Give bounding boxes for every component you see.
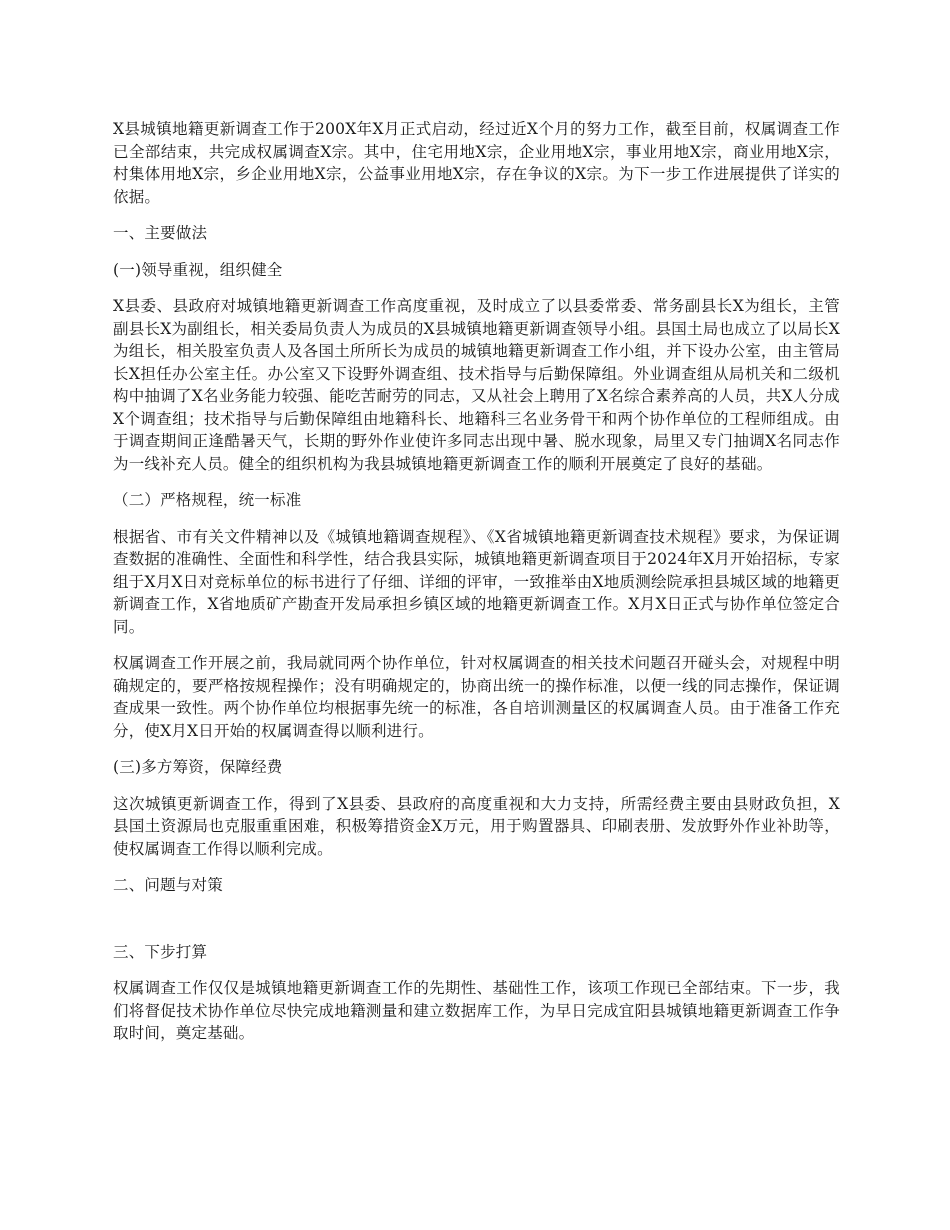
section-3-heading: 三、下步打算 <box>113 942 208 961</box>
subsection-2-paragraph-1: 根据省、市有关文件精神以及《城镇地籍调查规程》、《X省城镇地籍更新调查技术规程》要求，为保证调查数据的准确性、全面性和科学性，结合我县实际，城镇地籍更新调查项目于2024年X月开始招标，专家组于X月X日对竞标单位的标书进行了仔细、详细的评审，一致推举由X地质测绘院承担县城区域的地籍更新调查工作，X省地质矿产勘查开发局承担乡镇区域的地籍更新调查工作。X月X日正式与协作单位签定合同。 <box>113 527 840 636</box>
section-1-heading: 一、主要做法 <box>113 224 208 242</box>
section-3-paragraph: 权属调查工作仅仅是城镇地籍更新调查工作的先期性、基础性工作，该项工作现已全部结束。下一步，我们将督促技术协作单位尽快完成地籍测量和建立数据库工作，为早日完成宜阳县城镇地籍更新调查工作争取时间，奠定基础。 <box>113 979 840 1042</box>
section-2-heading: 二、问题与对策 <box>113 876 223 894</box>
subsection-1-paragraph: X县委、县政府对城镇地籍更新调查工作高度重视，及时成立了以县委常委、常务副县长X为组长，主管副县长X为副组长，相关委局负责人为成员的X县城镇地籍更新调查领导小组。县国土局也成立了以局长X为组长，相关股室负责人及各国土所所长为成员的城镇地籍更新调查工作小组，并下设办公室，由主管局长X担任办公室主任。办公室又下设野外调查组、技术指导与后勤保障组。外业调查组从局机关和二级机构中抽调了X名业务能力较强、能吃苦耐劳的同志，又从社会上聘用了X名综合素养高的人员，共X人分成X个调查组；技术指导与后勤保障组由地籍科长、地籍科三名业务骨干和两个协作单位的工程师组成。由于调查期间正逢酷暑天气，长期的野外作业使许多同志出现中暑、脱水现象，局里又专门抽调X名同志作为一线补充人员。健全的组织机构为我县城镇地籍更新调查工作的顺利开展奠定了良好的基础。 <box>113 297 840 473</box>
subsection-3-heading: (三)多方筹资，保障经费 <box>113 758 283 776</box>
subsection-1-heading: (一)领导重视，组织健全 <box>113 260 283 279</box>
intro-paragraph: X县城镇地籍更新调查工作于200X年X月正式启动，经过近X个月的努力工作，截至目前，权属调查工作已全部结束，共完成权属调查X宗。其中，住宅用地X宗，企业用地X宗，事业用地X宗，商业用地X宗，村集体用地X宗，乡企业用地X宗，公益事业用地X宗，存在争议的X宗。为下一步工作进展提供了详实的依据。 <box>113 120 840 206</box>
subsection-3-paragraph: 这次城镇更新调查工作，得到了X县委、县政府的高度重视和大力支持，所需经费主要由县财政负担，X县国土资源局也克服重重困难，积极筹措资金X万元，用于购置器具、印刷表册、发放野外作业补助等，使权属调查工作得以顺利完成。 <box>113 794 840 858</box>
subsection-2-paragraph-2: 权属调查工作开展之前，我局就同两个协作单位，针对权属调查的相关技术问题召开碰头会，对规程中明确规定的，要严格按规程操作；没有明确规定的，协商出统一的操作标准，以便一线的同志操作，保证调查成果一致性。两个协作单位均根据事先统一的标准，各自培训测量区的权属调查人员。由于准备工作充分，使X月X日开始的权属调查得以顺利进行。 <box>113 654 840 740</box>
document-page <box>113 118 840 1045</box>
subsection-2-heading: （二）严格规程，统一标准 <box>113 491 302 509</box>
